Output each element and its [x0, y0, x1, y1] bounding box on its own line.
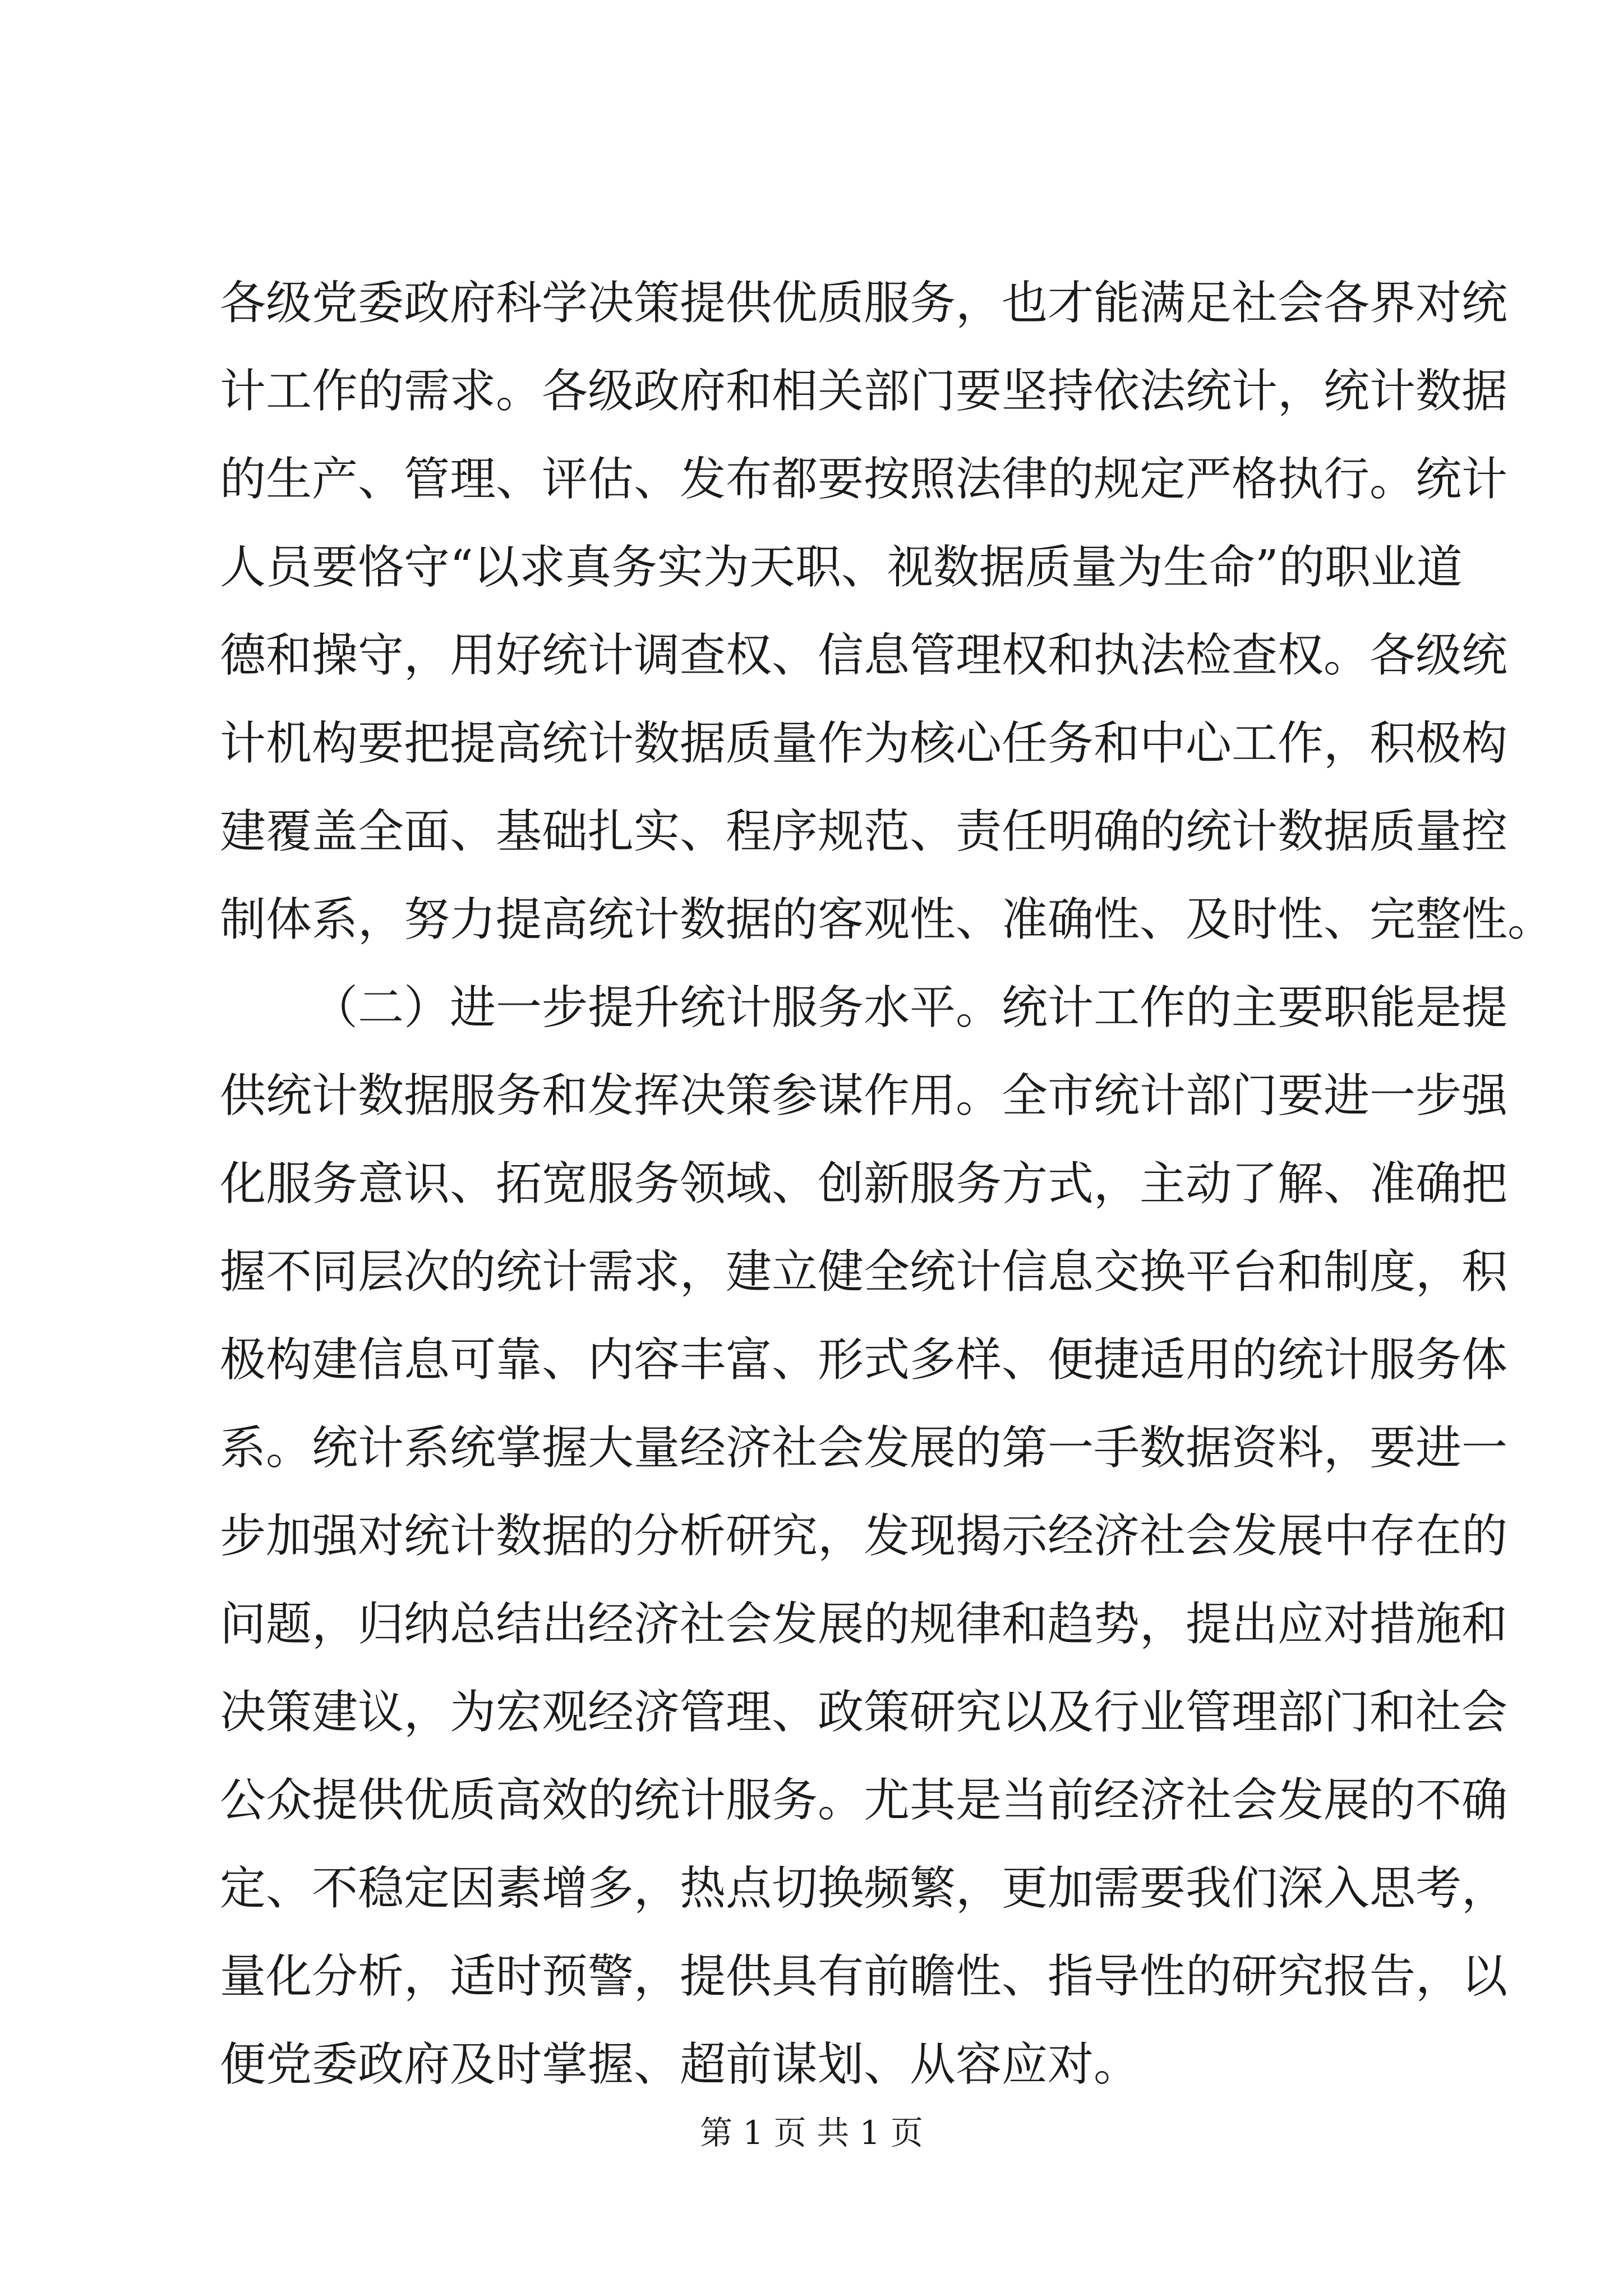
text-line: 定、不稳定因素增多，热点切换频繁，更加需要我们深入思考，: [220, 1862, 1508, 1915]
text-line: 计工作的需求。各级政府和相关部门要坚持依法统计，统计数据: [220, 365, 1508, 418]
text-line: 步加强对统计数据的分析研究，发现揭示经济社会发展中存在的: [220, 1510, 1508, 1563]
text-line: 德和操守，用好统计调查权、信息管理权和执法检查权。各级统: [220, 629, 1508, 682]
text-line: 决策建议，为宏观经济管理、政策研究以及行业管理部门和社会: [220, 1686, 1508, 1739]
body-text: [220, 259, 1554, 2109]
page-footer: 第 1 页 共 1 页: [700, 2114, 923, 2152]
text-line: 供统计数据服务和发挥决策参谋作用。全市统计部门要进一步强: [220, 1069, 1508, 1122]
text-line: 化服务意识、拓宽服务领域、创新服务方式，主动了解、准确把: [220, 1157, 1508, 1211]
text-line: 公众提供优质高效的统计服务。尤其是当前经济社会发展的不确: [220, 1774, 1508, 1827]
text-line-last: 便党委政府及时掌握、超前谋划、从容应对。: [220, 2038, 1140, 2091]
text-line: 计机构要把提高统计数据质量作为核心任务和中心工作，积极构: [220, 717, 1508, 770]
text-line: 各级党委政府科学决策提供优质服务，也才能满足社会各界对统: [220, 277, 1508, 330]
text-line: 建覆盖全面、基础扎实、程序规范、责任明确的统计数据质量控: [220, 805, 1508, 858]
text-line: 量化分析，适时预警，提供具有前瞻性、指导性的研究报告，以: [220, 1950, 1508, 2003]
text-line: 系。统计系统掌握大量经济社会发展的第一手数据资料，要进一: [220, 1421, 1508, 1475]
text-line: 握不同层次的统计需求，建立健全统计信息交换平台和制度，积: [220, 1245, 1508, 1299]
text-line: 制体系，努力提高统计数据的客观性、准确性、及时性、完整性。: [220, 893, 1554, 946]
text-line: 的生产、管理、评估、发布都要按照法律的规定严格执行。统计: [220, 453, 1508, 506]
text-line: 极构建信息可靠、内容丰富、形式多样、便捷适用的统计服务体: [220, 1333, 1508, 1387]
text-line: 人员要恪守“以求真务实为天职、视数据质量为生命”的职业道: [220, 541, 1463, 594]
paragraph-heading-line: （二）进一步提升统计服务水平。统计工作的主要职能是提: [312, 981, 1508, 1034]
text-line: 问题，归纳总结出经济社会发展的规律和趋势，提出应对措施和: [220, 1598, 1508, 1651]
